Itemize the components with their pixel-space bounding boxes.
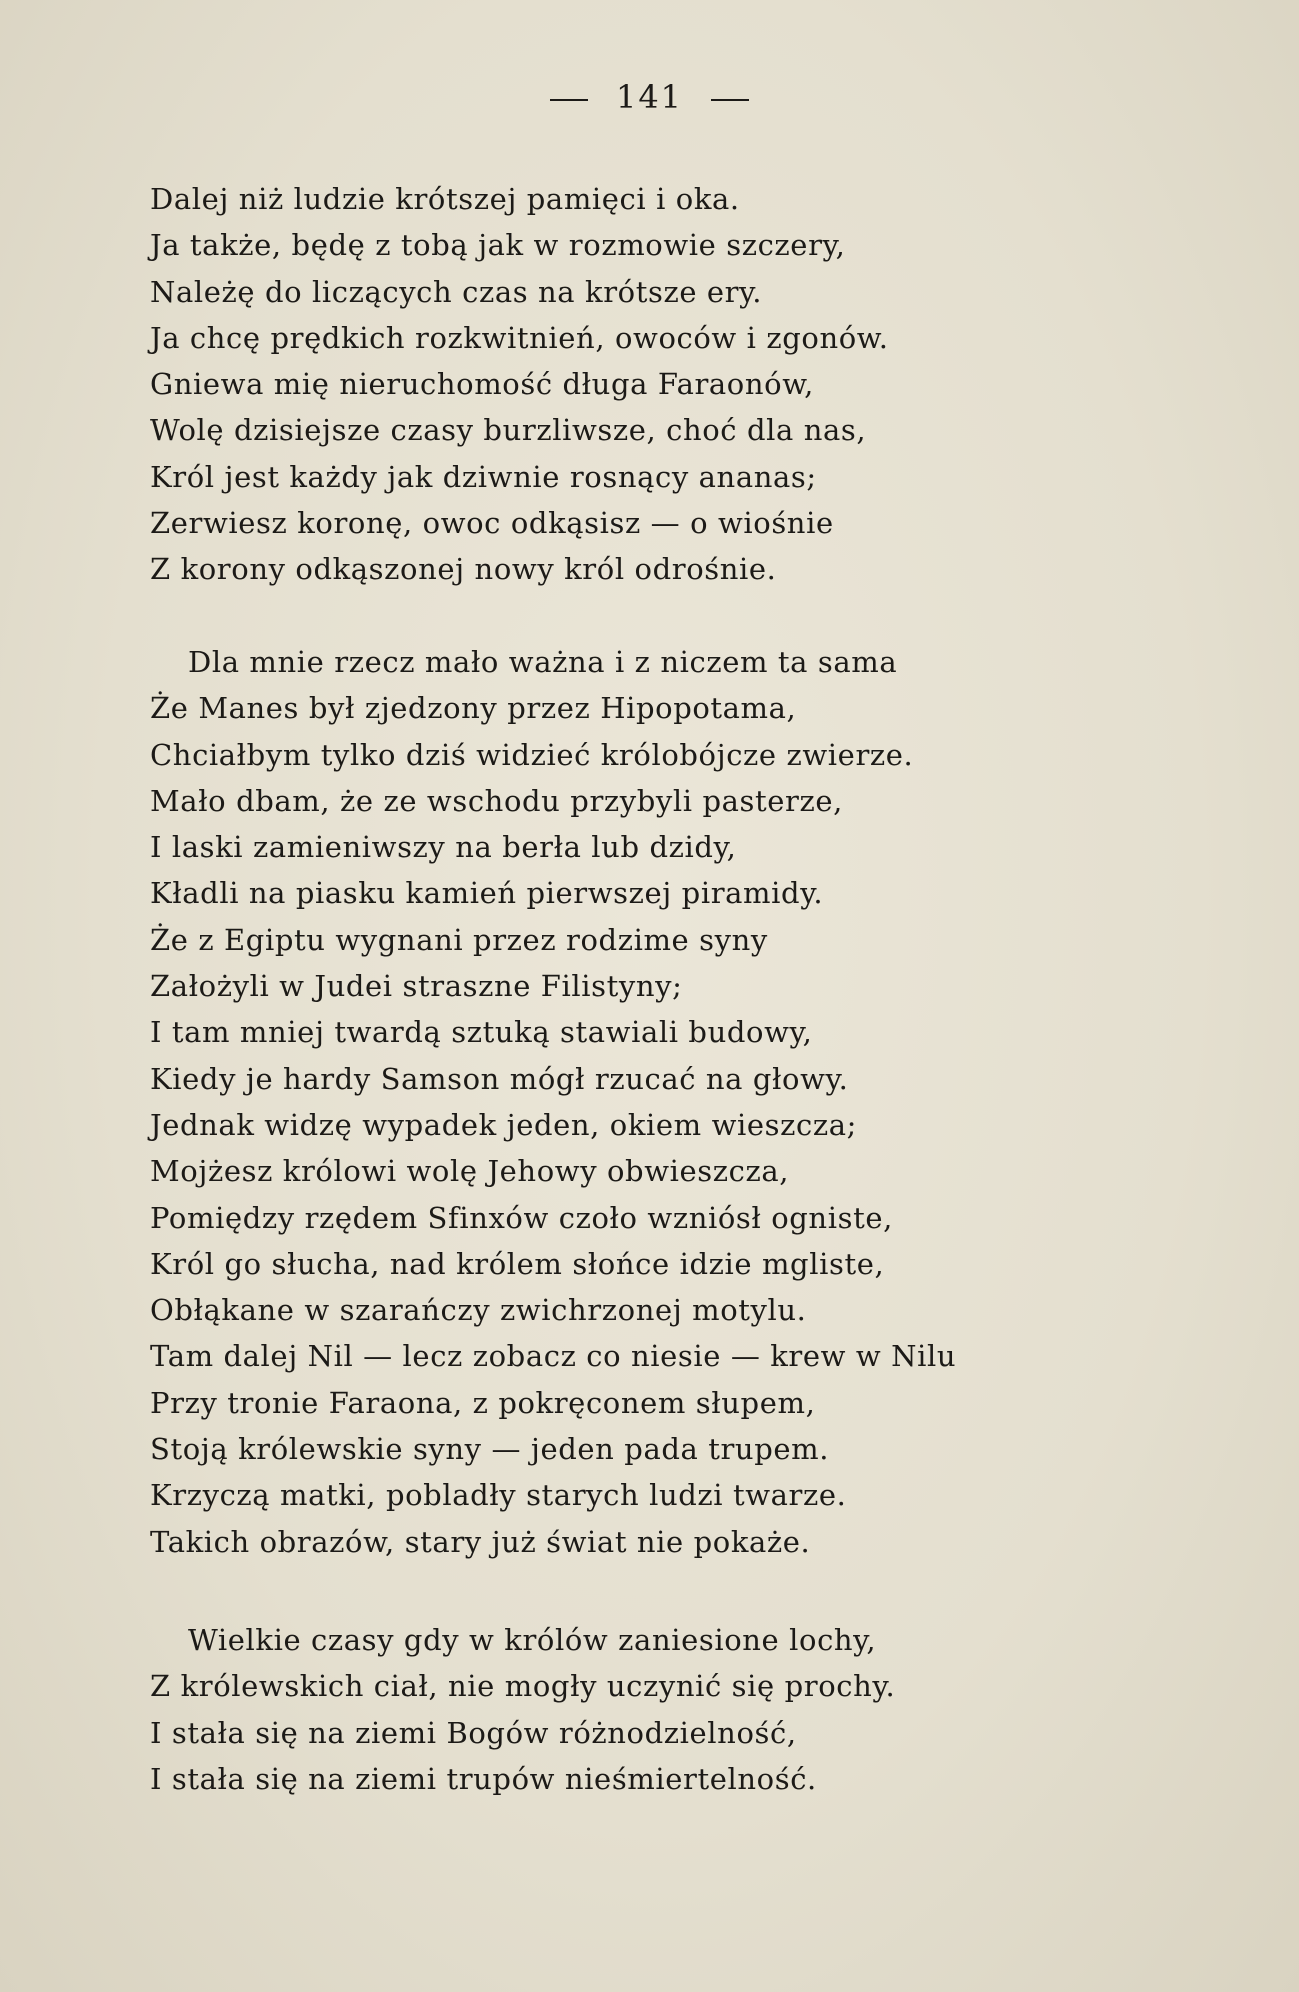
page-number-header bbox=[0, 78, 1299, 116]
verse-line: Chciałbym tylko dziś widzieć królobójcze zwierze. bbox=[150, 737, 914, 772]
verse-line: Ja chcę prędkich rozkwitnień, owoców i zgonów. bbox=[150, 320, 889, 355]
verse-line: Tam dalej Nil — lecz zobacz co niesie — krew w Nilu bbox=[150, 1339, 957, 1374]
dash-right bbox=[711, 99, 749, 101]
verse-line: Jednak widzę wypadek jeden, okiem wieszcza; bbox=[150, 1107, 857, 1142]
verse-line: Należę do liczących czas na krótsze ery. bbox=[150, 274, 763, 309]
dash-left bbox=[550, 99, 588, 101]
verse-line: Wolę dzisiejsze czasy burzliwsze, choć dla nas, bbox=[150, 413, 867, 448]
verse-line: I laski zamieniwszy na berła lub dzidy, bbox=[150, 830, 737, 865]
verse-line: Obłąkane w szarańczy zwichrzonej motylu. bbox=[150, 1293, 807, 1328]
verse-line: Dalej niż ludzie krótszej pamięci i oka. bbox=[150, 182, 740, 216]
verse-line: Wielkie czasy gdy w królów zaniesione lochy, bbox=[188, 1623, 877, 1657]
verse-line: Kiedy je hardy Samson mógł rzucać na głowy. bbox=[150, 1061, 849, 1096]
verse-line: Pomiędzy rzędem Sfinxów czoło wzniósł ogniste, bbox=[150, 1200, 893, 1235]
verse-line: Gniewa mię nieruchomość długa Faraonów, bbox=[150, 367, 815, 402]
verse-line: Że z Egiptu wygnani przez rodzime syny bbox=[150, 922, 768, 957]
page-number: 141 bbox=[615, 78, 684, 116]
verse-line: I stała się na ziemi trupów nieśmiertelność. bbox=[150, 1761, 817, 1796]
verse-line: Takich obrazów, stary już świat nie pokaże. bbox=[150, 1524, 811, 1559]
verse-line: I tam mniej twardą sztuką stawiali budowy, bbox=[150, 1015, 813, 1050]
verse-line: Mojżesz królowi wolę Jehowy obwieszcza, bbox=[150, 1154, 790, 1189]
verse-line: Ja także, będę z tobą jak w rozmowie szczery, bbox=[150, 228, 846, 263]
verse-line: Krzyczą matki, pobladły starych ludzi twarze. bbox=[150, 1478, 847, 1513]
verse-line: Przy tronie Faraona, z pokręconem słupem, bbox=[150, 1385, 816, 1420]
verse-line: Z korony odkąszonej nowy król odrośnie. bbox=[150, 552, 777, 587]
verse-line: Dla mnie rzecz mało ważna i z niczem ta sama bbox=[188, 645, 898, 679]
verse-line: Z królewskich ciał, nie mogły uczynić się prochy. bbox=[150, 1669, 896, 1704]
verse-line: Król jest każdy jak dziwnie rosnący ananas; bbox=[150, 459, 817, 494]
stanza-1 bbox=[150, 176, 1150, 593]
verse-line: Założyli w Judei straszne Filistyny; bbox=[150, 969, 683, 1004]
verse-line: Mało dbam, że ze wschodu przybyli pasterze, bbox=[150, 783, 843, 818]
verse-line: I stała się na ziemi Bogów różnodzielność, bbox=[150, 1715, 797, 1750]
stanza-3 bbox=[150, 1617, 1150, 1802]
verse-line: Stoją królewskie syny — jeden pada trupem. bbox=[150, 1432, 830, 1467]
verse-line: Kładli na piasku kamień pierwszej piramidy. bbox=[150, 876, 824, 911]
verse-line: Że Manes był zjedzony przez Hipopotama, bbox=[150, 691, 797, 726]
stanza-2 bbox=[150, 639, 1150, 1565]
verse-line: Król go słucha, nad królem słońce idzie mgliste, bbox=[150, 1246, 885, 1281]
verse-line: Zerwiesz koronę, owoc odkąsisz — o wiośnie bbox=[150, 506, 834, 541]
